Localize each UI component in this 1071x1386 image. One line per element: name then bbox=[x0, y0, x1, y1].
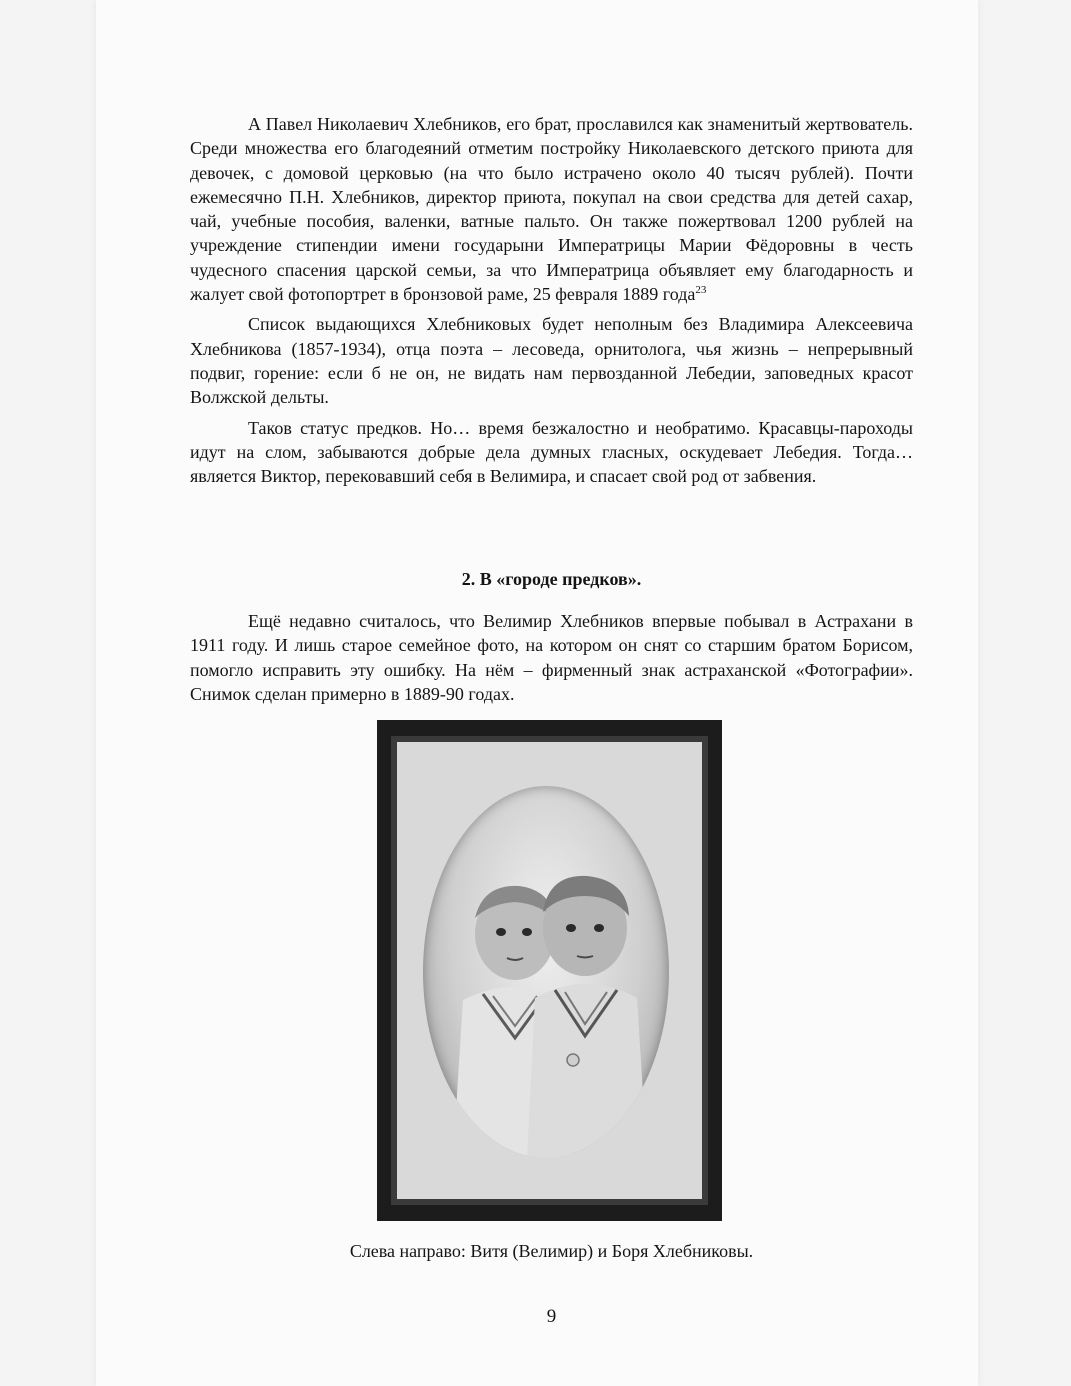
text-block-top bbox=[190, 112, 913, 494]
photo-caption: Слева направо: Витя (Велимир) и Боря Хлебниковы. bbox=[349, 1241, 754, 1261]
photo-card bbox=[397, 742, 702, 1199]
text-block-bottom bbox=[190, 609, 913, 712]
photo-mat bbox=[391, 736, 708, 1205]
paragraph-2: Список выдающихся Хлебниковых будет неполным без Владимира Алексеевича Хлебникова (1857-1934), отца поэта – лесоведа, орнитолога, чья жизнь – непрерывный подвиг, горение: если б не он, не видать нам первозданной Лебедии, заповедных красот Волжской дельты. bbox=[190, 314, 913, 408]
page-number: 9 bbox=[546, 1306, 557, 1327]
footnote-ref: 23 bbox=[695, 284, 707, 297]
child-right-sailor-suit bbox=[527, 984, 647, 1158]
children-portrait-illustration bbox=[423, 786, 669, 1158]
section-heading: 2. В «городе предков». bbox=[461, 569, 642, 589]
paragraph-1: А Павел Николаевич Хлебников, его брат, прославился как знаменитый жертвователь. Среди множества его благодеяний отметим постройку Николаевского детского приюта для девочек, с домовой церковью (на что было истрачено около 40 тысяч рублей). Почти ежемесячно П.Н. Хлебников, директор приюта, покупал на свои средства для детей сахар, чай, учебные пособия, валенки, ватные пальто. Он также пожертвовал 1200 рублей на учреждение стипендии имени государыни Императрицы Марии Фёдоровны в честь чудесного спасения царской семьи, за что Императрица объявляет ему благодарность и жалует свой фотопортрет в бронзовой раме, 25 февраля 1889 года$^{23}$ bbox=[190, 114, 913, 305]
paragraph-4: Ещё недавно считалось, что Велимир Хлебников впервые побывал в Астрахани в 1911 году. И лишь старое семейное фото, на котором он снят со старшим братом Борисом, помогло исправить эту ошибку. На нём – фирменный знак астраханской «Фотографии». Снимок сделан примерно в 1889-90 годах. bbox=[190, 611, 913, 704]
paragraph-3: Таков статус предков. Но… время безжалостно и необратимо. Красавцы-пароходы идут на слом, забываются добрые дела думных гласных, оскудевает Лебедия. Тогда… является Виктор, перековавший себя в Велимира, и спасает свой род от забвения. bbox=[190, 417, 913, 487]
photo-oval-portrait bbox=[423, 786, 669, 1158]
family-photo bbox=[377, 720, 722, 1221]
